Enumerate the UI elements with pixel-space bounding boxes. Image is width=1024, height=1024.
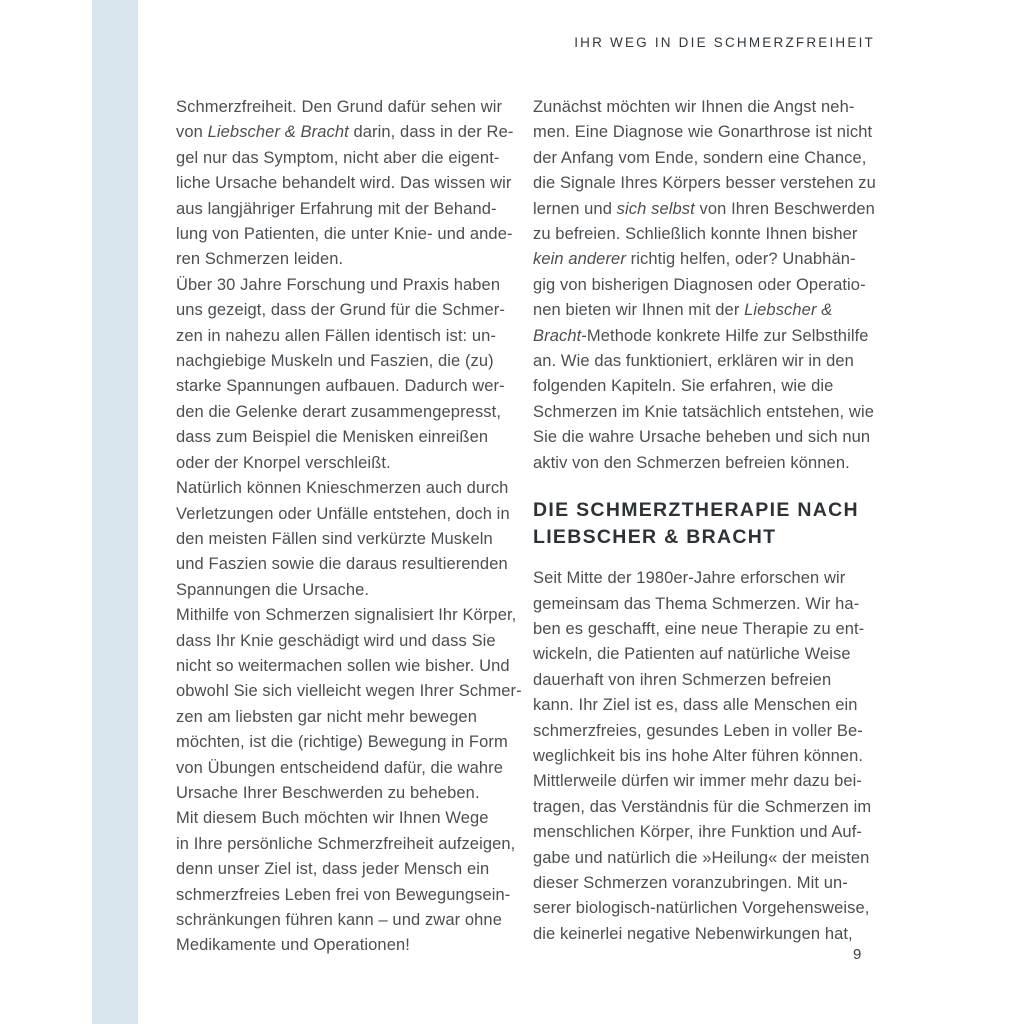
text-segment: Ursache Ihrer Beschwerden zu beheben. <box>176 783 480 802</box>
text-segment: den meisten Fällen sind verkürzte Muskeln <box>176 529 493 548</box>
text-segment: die Signale Ihres Körpers besser verstehen zu <box>533 174 876 193</box>
text-line <box>176 654 521 679</box>
text-segment: serer biologisch-natürlichen Vorgehensweise, <box>533 899 870 918</box>
text-line <box>533 693 878 718</box>
text-line <box>533 846 878 871</box>
text-segment: dieser Schmerzen voranzubringen. Mit un- <box>533 873 848 892</box>
text-segment: und Faszien sowie die daraus resultierenden <box>176 555 508 574</box>
paragraph <box>176 95 521 273</box>
text-segment: wickeln, die Patienten auf natürliche Weise <box>533 645 851 664</box>
paragraph <box>176 806 521 958</box>
text-line <box>533 222 878 247</box>
text-line <box>533 642 878 667</box>
text-line <box>533 247 878 272</box>
text-segment: Mithilfe von Schmerzen signalisiert Ihr Körper, <box>176 606 517 625</box>
text-line <box>533 171 878 196</box>
paragraph <box>176 476 521 603</box>
right-column-section-body <box>533 566 878 947</box>
text-segment: Verletzungen oder Unfälle entstehen, doch in <box>176 504 510 523</box>
text-line <box>533 795 878 820</box>
text-segment: starke Spannungen aufbauen. Dadurch wer- <box>176 377 505 396</box>
text-segment: liche Ursache behandelt wird. Das wissen wir <box>176 174 512 193</box>
text-segment: dauerhaft von ihren Schmerzen befreien <box>533 670 832 689</box>
text-segment: richtig helfen, oder? Unabhän- <box>625 250 856 269</box>
text-line <box>533 451 878 476</box>
text-segment: tragen, das Verständnis für die Schmerzen im <box>533 797 872 816</box>
text-line <box>176 705 521 730</box>
text-line <box>533 592 878 617</box>
text-segment: gel nur das Symptom, nicht aber die eigent- <box>176 148 500 167</box>
text-line <box>533 349 878 374</box>
text-segment: den die Gelenke derart zusammengepresst, <box>176 402 502 421</box>
text-line <box>176 552 521 577</box>
section-heading <box>533 497 878 551</box>
text-line <box>533 146 878 171</box>
text-segment: zen am liebsten gar nicht mehr bewegen <box>176 707 477 726</box>
text-line <box>533 95 878 120</box>
text-line <box>176 933 521 958</box>
text-line <box>533 922 878 947</box>
text-line <box>176 247 521 272</box>
text-segment: Liebscher & Bracht <box>207 123 349 142</box>
text-line <box>176 806 521 831</box>
running-header: IHR WEG IN DIE SCHMERZFREIHEIT <box>574 35 875 50</box>
text-segment: die keinerlei negative Nebenwirkungen hat, <box>533 924 853 943</box>
text-line <box>533 871 878 896</box>
text-segment: von Übungen entscheidend dafür, die wahre <box>176 758 504 777</box>
text-segment: schränkungen führen kann – und zwar ohne <box>176 911 502 929</box>
text-segment: Bracht <box>533 326 582 345</box>
text-segment: obwohl Sie sich vielleicht wegen Ihrer Schmer- <box>176 682 522 701</box>
text-segment: kann. Ihr Ziel ist es, dass alle Menschen ein <box>533 696 858 715</box>
text-segment: an. Wie das funktioniert, erklären wir in den <box>533 352 854 371</box>
paragraph <box>176 603 521 806</box>
text-segment: weglichkeit bis ins hohe Alter führen können. <box>533 746 864 765</box>
text-line <box>533 400 878 425</box>
text-line <box>176 730 521 755</box>
paragraph <box>533 95 878 476</box>
text-line <box>533 566 878 591</box>
text-segment: aktiv von den Schmerzen befreien können. <box>533 453 850 472</box>
text-line <box>176 374 521 399</box>
text-line <box>176 679 521 704</box>
text-line <box>176 400 521 425</box>
text-segment: menschlichen Körper, ihre Funktion und Auf- <box>533 823 862 842</box>
text-line <box>533 298 878 323</box>
text-line <box>533 820 878 845</box>
text-line <box>176 222 521 247</box>
text-segment: denn unser Ziel ist, dass jeder Mensch ein <box>176 860 490 879</box>
text-segment: sich selbst <box>616 199 695 218</box>
text-line <box>176 349 521 374</box>
paragraph <box>176 273 521 476</box>
text-line <box>176 756 521 781</box>
text-segment: aus langjähriger Erfahrung mit der Behand- <box>176 199 497 218</box>
text-line <box>533 374 878 399</box>
text-segment: Sie die wahre Ursache beheben und sich nun <box>533 428 871 447</box>
text-line <box>533 617 878 642</box>
text-line <box>176 857 521 882</box>
text-segment: nen bieten wir Ihnen mit der <box>533 301 745 320</box>
text-segment: Liebscher & <box>744 301 833 320</box>
text-segment: Schmerzfreiheit. Den Grund dafür sehen wir <box>176 98 503 116</box>
page-number: 9 <box>853 946 862 963</box>
text-segment: in Ihre persönliche Schmerzfreiheit aufzeigen, <box>176 834 516 853</box>
text-segment: nicht so weitermachen sollen wie bisher. Und <box>176 656 510 675</box>
text-segment: oder der Knorpel verschleißt. <box>176 453 391 472</box>
text-line <box>176 603 521 628</box>
text-segment: von Ihren Beschwerden <box>694 199 875 218</box>
text-segment: lung von Patienten, die unter Knie- und ande- <box>176 225 513 244</box>
text-line <box>176 425 521 450</box>
text-segment: Medikamente und Operationen! <box>176 936 410 955</box>
text-segment: uns gezeigt, dass der Grund für die Schmer- <box>176 301 505 320</box>
right-column-intro <box>533 95 878 476</box>
text-segment: men. Eine Diagnose wie Gonarthrose ist nicht <box>533 123 873 142</box>
text-segment: gabe und natürlich die »Heilung« der meisten <box>533 848 870 867</box>
text-segment: zu befreien. Schließlich konnte Ihnen bisher <box>533 225 858 244</box>
margin-stripe <box>92 0 138 1024</box>
text-line <box>176 120 521 145</box>
text-segment: Schmerzen im Knie tatsächlich entstehen, wie <box>533 402 874 421</box>
paragraph <box>533 566 878 947</box>
text-line <box>176 527 521 552</box>
text-line <box>176 476 521 501</box>
text-segment: ren Schmerzen leiden. <box>176 250 344 269</box>
text-line <box>176 832 521 857</box>
text-segment: Seit Mitte der 1980er-Jahre erforschen wir <box>533 569 846 588</box>
text-segment: ben es geschafft, eine neue Therapie zu ent- <box>533 619 865 638</box>
text-line <box>533 719 878 744</box>
text-line <box>176 146 521 171</box>
text-segment: schmerzfreies Leben frei von Bewegungsein- <box>176 885 511 904</box>
text-segment: zen in nahezu allen Fällen identisch ist: un- <box>176 326 497 345</box>
text-segment: lernen und <box>533 199 617 218</box>
text-segment: kein anderer <box>533 250 626 269</box>
text-line <box>176 629 521 654</box>
text-line <box>533 896 878 921</box>
text-segment: Über 30 Jahre Forschung und Praxis haben <box>176 275 501 294</box>
right-column <box>533 95 878 947</box>
text-line <box>176 197 521 222</box>
text-segment: Zunächst möchten wir Ihnen die Angst neh- <box>533 98 855 116</box>
text-segment: Natürlich können Knieschmerzen auch durch <box>176 479 509 498</box>
text-line <box>176 502 521 527</box>
text-line <box>533 120 878 145</box>
text-line <box>533 425 878 450</box>
text-line <box>533 744 878 769</box>
text-line <box>176 171 521 196</box>
text-segment: Spannungen die Ursache. <box>176 580 370 599</box>
text-segment: gig von bisherigen Diagnosen oder Operatio- <box>533 275 866 294</box>
text-segment: möchten, ist die (richtige) Bewegung in Form <box>176 733 508 752</box>
text-line <box>176 908 521 933</box>
section-heading-line-2: LIEBSCHER & BRACHT <box>533 526 777 549</box>
left-column <box>176 95 521 959</box>
text-segment: darin, dass in der Re- <box>348 123 514 142</box>
text-line <box>533 197 878 222</box>
section-heading-line-1: DIE SCHMERZTHERAPIE NACH <box>533 499 859 522</box>
text-line <box>533 668 878 693</box>
text-segment: -Methode konkrete Hilfe zur Selbsthilfe <box>581 326 869 345</box>
text-segment: Mit diesem Buch möchten wir Ihnen Wege <box>176 809 489 828</box>
text-line <box>176 273 521 298</box>
text-segment: gemeinsam das Thema Schmerzen. Wir ha- <box>533 594 860 613</box>
text-line <box>176 883 521 908</box>
text-line <box>533 273 878 298</box>
text-segment: schmerzfreies, gesundes Leben in voller Be- <box>533 721 863 740</box>
text-segment: nachgiebige Muskeln und Faszien, die (zu) <box>176 352 494 371</box>
text-line <box>176 578 521 603</box>
text-line <box>533 769 878 794</box>
text-line <box>176 298 521 323</box>
text-segment: der Anfang vom Ende, sondern eine Chance, <box>533 148 867 167</box>
text-line <box>176 95 521 120</box>
text-segment: von <box>176 123 208 142</box>
text-segment: dass Ihr Knie geschädigt wird und dass Sie <box>176 631 496 650</box>
text-line <box>533 324 878 349</box>
text-line <box>176 451 521 476</box>
text-segment: dass zum Beispiel die Menisken einreißen <box>176 428 489 447</box>
text-line <box>176 324 521 349</box>
text-line <box>176 781 521 806</box>
text-segment: folgenden Kapiteln. Sie erfahren, wie die <box>533 377 834 396</box>
text-segment: Mittlerweile dürfen wir immer mehr dazu bei- <box>533 772 862 791</box>
